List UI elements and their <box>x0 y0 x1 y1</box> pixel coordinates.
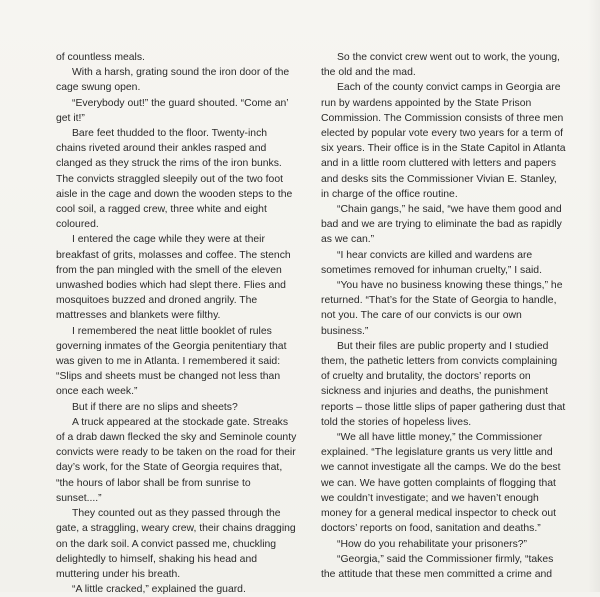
paragraph: “Georgia,” said the Commissioner firmly, “takes the attitude that these men committed a crime and <box>321 553 554 580</box>
text-column-right <box>321 50 566 582</box>
paragraph: Each of the county convict camps in Georgia are run by wardens appointed by the State Prison Commission. The Commission consists of three men elected by popular vote every two years for a term of six years. Their office is in the State Capitol in Atlanta and in a little room cluttered with letters and papers and desks sits the Commissioner Vivian E. Stanley, in charge of the office routine. <box>321 82 566 200</box>
paragraph: “A little cracked,” explained the guard. <box>72 584 246 596</box>
paragraph: “You have no business knowing these things,” he returned. “That’s for the State of Georgia to handle, not you. The care of our convicts is our own business.” <box>321 280 563 337</box>
paragraph: But if there are no slips and sheets? <box>72 401 238 413</box>
paragraph: With a harsh, grating sound the iron door of the cage swung open. <box>56 67 290 94</box>
paragraph: “We all have little money,” the Commissioner explained. “The legislature grants us very little and we cannot investigate all the camps. We do the best we can. We have gotten complaints of flogging that we couldn’t investigate; and we haven’t enough money for a general medical inspector to check out doctors’ reports on food, sanitation and deaths.” <box>321 432 561 535</box>
paragraph: I entered the cage while they were at their breakfast of grits, molasses and coffee. The stench from the pan mingled with the smell of the eleven unwashed bodies which had slept there. Flies and mosquitoes buzzed and droned angrily. The mattresses and blankets were filthy. <box>56 234 291 322</box>
text-column-left <box>56 50 299 597</box>
paragraph: Bare feet thudded to the floor. Twenty-inch chains riveted around their ankles rasped and clanged as they struck the rims of the iron bunks. The convicts straggled sleepily out of the two foot aisle in the cage and down the wooden steps to the cool soil, a ragged crew, three white and eight coloured. <box>56 128 293 231</box>
paragraph: “I hear convicts are killed and wardens are sometimes removed for inhuman cruelty,” I said. <box>321 249 542 276</box>
paragraph: A truck appeared at the stockade gate. Streaks of a drab dawn flecked the sky and Seminole county convicts were ready to be taken on the road for their day’s work, for the State of Georgia requires that, “the hours of labor shall be from sunrise to sunset....” <box>56 416 297 504</box>
paragraph: of countless meals. <box>56 52 145 63</box>
paragraph: “How do you rehabilitate your prisoners?” <box>337 538 528 550</box>
paragraph: But their files are public property and I studied them, the pathetic letters from convicts complaining of cruelty and brutality, the doctors’ reports on sickness and injuries and deaths, the punishment reports – those little slips of paper gathering dust that told the stories of hopeless lives. <box>321 340 566 428</box>
paragraph: I remembered the neat little booklet of rules governing inmates of the Georgia penitentiary that was given to me in Atlanta. I remembered it said: “Slips and sheets must be changed not less than once each week.” <box>56 325 287 398</box>
paragraph: So the convict crew went out to work, the young, the old and the mad. <box>321 52 560 79</box>
paragraph: “Everybody out!” the guard shouted. “Come an’ get it!” <box>56 97 289 124</box>
paragraph: “Chain gangs,” he said, “we have them good and bad and we are trying to eliminate the bad as rapidly as we can.” <box>321 204 562 246</box>
page-edge-shadow <box>588 0 600 592</box>
paragraph: They counted out as they passed through the gate, a straggling, weary crew, their chains dragging on the dark soil. A convict passed me, chuckling delightedly to himself, shaking his head and muttering under his breath. <box>56 508 296 580</box>
